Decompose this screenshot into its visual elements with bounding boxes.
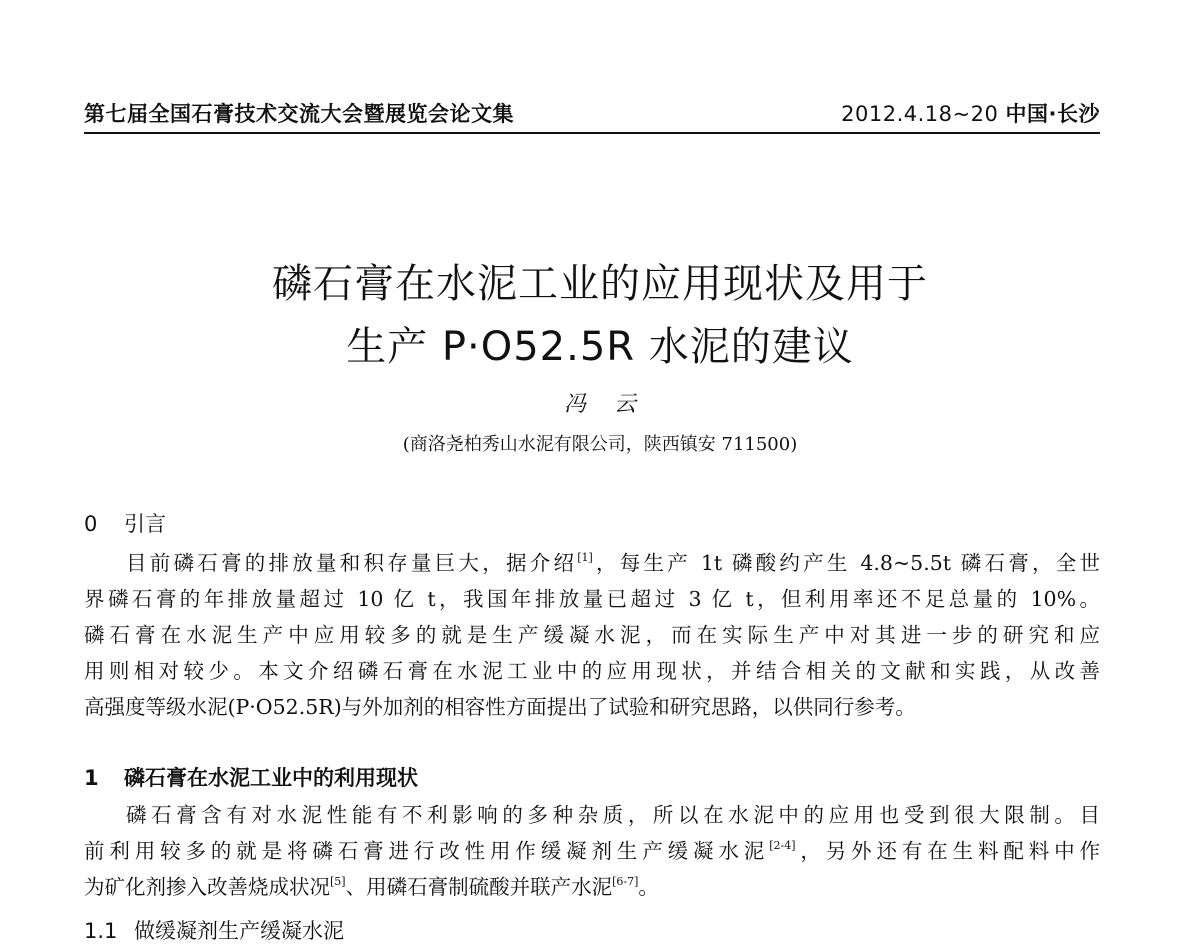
section-0-heading [84, 508, 166, 538]
author-affiliation: (商洛尧柏秀山水泥有限公司，陕西镇安 711500) [402, 434, 798, 455]
running-header [84, 92, 1100, 134]
citation: [1] [577, 551, 593, 564]
paper-title-line-2: 生产 P·O52.5R 水泥的建议 [346, 324, 854, 370]
citation: [5] [330, 875, 346, 888]
section-1-heading [84, 762, 418, 792]
section-1-body [84, 797, 1100, 905]
section-1-1-heading [84, 915, 344, 945]
section-title: 磷石膏在水泥工业中的利用现状 [124, 766, 418, 790]
citation: [6-7] [612, 875, 639, 888]
conference-date: 2012.4.18~20 [841, 102, 999, 126]
section-number: 1.1 [84, 919, 118, 943]
conference-location: 中国·长沙 [1005, 102, 1100, 126]
paper-title-line-1: 磷石膏在水泥工业的应用现状及用于 [272, 261, 928, 307]
paragraph-line: 前利用较多的就是将磷石膏进行改性用作缓凝剂生产缓凝水泥[2-4]，另外还有在生料配料中作 [84, 839, 1101, 863]
paragraph-line: 界磷石膏的年排放量超过 10 亿 t，我国年排放量已超过 3 亿 t，但利用率还不足总量的 10%。 [84, 587, 1100, 611]
paragraph-line: 高强度等级水泥(P·O52.5R)与外加剂的相容性方面提出了试验和研究思路，以供同行参考。 [84, 695, 916, 719]
section-title: 做缓凝剂生产缓凝水泥 [134, 919, 344, 943]
section-title: 引言 [124, 512, 166, 536]
section-0-body [84, 545, 1100, 725]
section-number: 0 [84, 512, 98, 536]
paragraph-line: 目前磷石膏的排放量和积存量巨大，据介绍[1]，每生产 1t 磷酸约产生 4.8~5.5t 磷石膏，全世 [126, 551, 1100, 575]
paragraph-line: 磷石膏在水泥生产中应用较多的就是生产缓凝水泥，而在实际生产中对其进一步的研究和应 [84, 623, 1100, 647]
paragraph-line: 为矿化剂掺入改善烧成状况[5]、用磷石膏制硫酸并联产水泥[6-7]。 [84, 875, 659, 899]
section-number: 1 [84, 766, 99, 790]
proceedings-title: 第七届全国石膏技术交流大会暨展览会论文集 [84, 102, 514, 126]
author-name: 冯云 [563, 392, 664, 417]
paragraph-line: 用则相对较少。本文介绍磷石膏在水泥工业中的应用现状，并结合相关的文献和实践，从改善 [84, 659, 1100, 683]
citation: [2-4] [769, 839, 796, 852]
conference-date-location [841, 98, 1100, 128]
paragraph-line: 磷石膏含有对水泥性能有不利影响的多种杂质，所以在水泥中的应用也受到很大限制。目 [126, 803, 1100, 827]
